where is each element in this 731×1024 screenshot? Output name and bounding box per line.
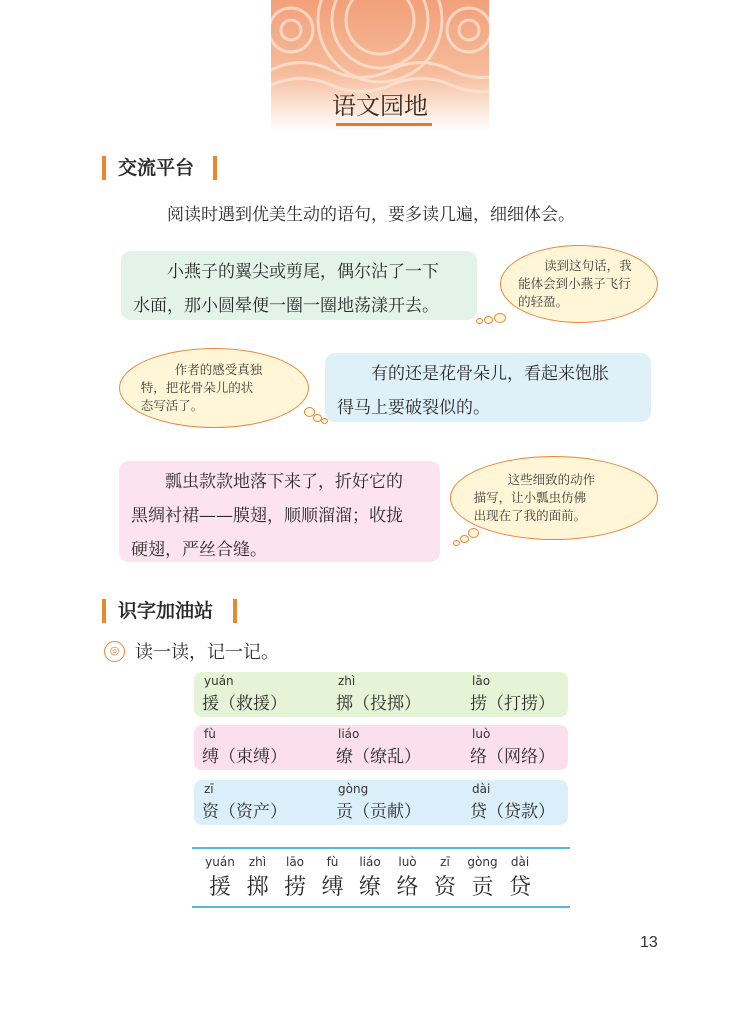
word-row [194,780,568,825]
summary-pinyin: dài [510,855,530,869]
word-cell [462,725,586,770]
word: 资（资产） [202,802,287,822]
word: 援（救援） [202,694,287,714]
section-header-literacy [102,596,262,626]
word-cell [462,780,586,825]
bubble-line: 能体会到小燕子飞行 [518,276,631,291]
bubble-line: 特，把花骨朵儿的状 [140,380,254,395]
summary-pinyin: zhì [248,855,267,869]
section-bar-left [102,599,106,623]
section-header-exchange [102,153,242,183]
word-cell [194,725,318,770]
summary-pinyin: liáo [359,855,381,869]
bubble-puff [484,316,493,324]
pinyin: luò [472,727,491,741]
section-title: 交流平台 [118,157,195,179]
read-seal-icon: ◎ [104,641,125,662]
summary-pinyin: yuán [205,855,235,869]
bubble-line: 的轻盈。 [518,294,569,309]
word-cell [328,672,452,717]
word-cell [328,780,452,825]
word-row [194,672,568,717]
word: 缚（束缚） [202,747,287,767]
instruction-text: 读一读，记一记。 [135,642,279,663]
summary-pinyin: gòng [467,855,498,869]
intro-text: 阅读时遇到优美生动的语句，要多读几遍，细细体会。 [167,205,575,225]
word-cell [194,780,318,825]
section-bar-right [233,599,237,623]
page-number: 13 [640,934,658,951]
pinyin: yuán [204,674,234,688]
bubble-puff [453,540,460,546]
quote-box-green [121,251,477,320]
summary-pinyin: lāo [285,855,305,869]
bubble-puff [460,535,469,543]
summary-char: 贷 [508,875,531,900]
quote-box-pink [119,461,440,562]
word-cell [328,725,452,770]
summary-char: 资 [433,875,456,900]
summary-pinyin: fù [326,855,339,869]
pinyin: lāo [472,674,491,688]
pinyin: zī [204,782,214,796]
summary-char: 捞 [283,875,306,900]
quote-line: 水面，那小圆晕便一圈一圈地荡漾开去。 [133,296,439,316]
quote-line: 得马上要破裂似的。 [337,398,490,418]
word: 络（网络） [470,747,555,767]
bubble-line: 读到这句话，我 [544,258,632,273]
word: 贷（贷款） [470,802,555,822]
word: 掷（投掷） [336,694,421,714]
summary-char: 贡 [471,875,494,900]
word: 缭（缭乱） [336,747,421,767]
quote-line: 小燕子的翼尖或剪尾，偶尔沾了一下 [167,262,439,282]
pinyin: fù [204,727,216,741]
summary-char: 络 [396,875,419,900]
bubble-line: 作者的感受真独 [174,362,263,377]
word-row [194,725,568,770]
section-bar-right [213,156,217,180]
pinyin: zhì [338,674,356,688]
pinyin: liáo [338,727,360,741]
bubble-puff [468,528,479,538]
divider-top [192,847,570,849]
word: 贡（贡献） [336,802,421,822]
quote-line: 硬翅，严丝合缝。 [131,540,267,560]
pinyin: gòng [338,782,369,796]
summary-pinyin: zī [440,855,450,869]
word-cell [462,672,586,717]
quote-line: 有的还是花骨朵儿，看起来饱胀 [371,364,609,384]
bubble-puff [476,318,483,324]
bubble-puff [494,313,506,323]
bubble-line: 出现在了我的面前。 [473,508,587,523]
section-title: 识字加油站 [118,600,214,622]
page-title: 语文园地 [332,92,428,120]
summary-char: 缭 [358,875,381,900]
pinyin: dài [472,782,491,796]
thought-bubble [119,348,309,428]
quote-box-blue [325,353,651,422]
bubble-line: 态写活了。 [140,398,204,413]
thought-bubble [450,456,658,540]
thought-bubble [500,245,658,323]
quote-line: 瓢虫款款地落下来了，折好它的 [165,472,403,492]
word: 捞（打捞） [470,694,555,714]
section-bar-left [102,156,106,180]
summary-char: 援 [208,875,231,900]
bubble-line: 这些细致的动作 [507,472,596,487]
bubble-line: 描写，让小瓢虫仿佛 [473,490,587,505]
title-underline [336,123,432,126]
word-cell [194,672,318,717]
summary-pinyin: luò [398,855,417,869]
divider-bottom [192,906,570,908]
quote-line: 黑绸衬裙——膜翅，顺顺溜溜；收拢 [131,506,403,526]
summary-char: 缚 [321,875,344,900]
summary-char: 掷 [246,875,269,900]
